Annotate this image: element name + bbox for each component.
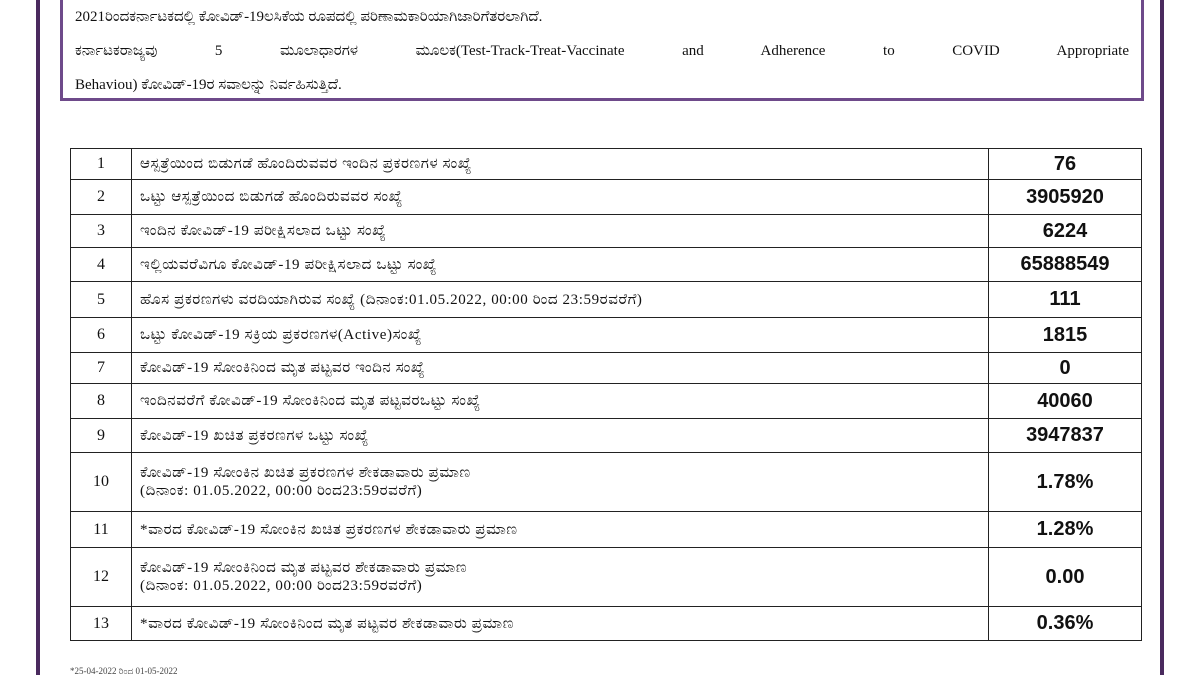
row-number: 5 — [71, 282, 132, 318]
footnote: *25-04-2022 ರಿಂದ 01-05-2022 — [70, 666, 178, 676]
row-description — [132, 149, 989, 180]
row-number: 8 — [71, 384, 132, 419]
table-row — [71, 384, 1142, 419]
row-description — [132, 512, 989, 548]
row-value: 6224 — [989, 215, 1142, 248]
row-description-date: (ದಿನಾಂಕ: 01.05.2022, 00:00 ರಿಂದ23:59ರವರೆಗೆ) — [140, 578, 423, 594]
row-number: 9 — [71, 419, 132, 453]
table-row — [71, 149, 1142, 180]
row-description-text: ಒಟ್ಟು ಆಸ್ಪತ್ರೆಯಿಂದ ಬಿಡುಗಡೆ ಹೊಂದಿರುವವರ ಸಂಖ್ಯೆ — [140, 189, 403, 205]
row-value: 0.00 — [989, 548, 1142, 607]
row-description-text: ಕೋವಿಡ್-19 ಸೋಂಕಿನಿಂದ ಮೃತ ಪಟ್ಟವರ ಇಂದಿನ ಸಂಖ್ಯೆ — [140, 360, 426, 376]
row-description — [132, 180, 989, 215]
row-value: 65888549 — [989, 248, 1142, 282]
row-number: 10 — [71, 453, 132, 512]
row-description-text: ಆಸ್ಪತ್ರೆಯಿಂದ ಬಿಡುಗಡೆ ಹೊಂದಿರುವವರ ಇಂದಿನ ಪ್ರಕರಣಗಳ ಸಂಖ್ಯೆ — [140, 156, 472, 172]
row-value: 1815 — [989, 318, 1142, 353]
row-number: 7 — [71, 353, 132, 384]
page-frame-right — [1160, 0, 1164, 675]
page-frame-left — [36, 0, 40, 675]
row-number: 2 — [71, 180, 132, 215]
row-description-text: ಕೋವಿಡ್-19 ಸೋಂಕಿನಿಂದ ಮೃತ ಪಟ್ಟವರ ಶೇಕಡಾವಾರು ಪ್ರಮಾಣ — [140, 560, 468, 576]
row-description — [132, 453, 989, 512]
row-value: 40060 — [989, 384, 1142, 419]
table-row — [71, 548, 1142, 607]
row-number: 1 — [71, 149, 132, 180]
row-value: 1.28% — [989, 512, 1142, 548]
row-description-text: ಹೊಸ ಪ್ರಕರಣಗಳು ವರದಿಯಾಗಿರುವ ಸಂಖ್ಯೆ (ದಿನಾಂಕ:01.05.2022, 00:00 ರಿಂದ 23:59ರವರೆಗೆ) — [140, 291, 643, 308]
row-description-text: *ವಾರದ ಕೋವಿಡ್-19 ಸೋಂಕಿನಿಂದ ಮೃತ ಪಟ್ಟವರ ಶೇಕಡಾವಾರು ಪ್ರಮಾಣ — [140, 615, 514, 632]
table-row — [71, 318, 1142, 353]
row-number: 4 — [71, 248, 132, 282]
notice-line: ಕರ್ನಾಟಕರಾಜ್ಯವು 5 ಮೂಲಾಧಾರಗಳ ಮೂಲಕ(Test-Track-Treat-Vaccinate and Adherence to COVID Appropriate — [75, 43, 1129, 59]
row-value: 1.78% — [989, 453, 1142, 512]
notice-box — [60, 0, 1144, 101]
table-row — [71, 607, 1142, 641]
row-value: 111 — [989, 282, 1142, 318]
notice-line: Behaviou) ಕೋವಿಡ್-19ರ ಸವಾಲನ್ನು ನಿರ್ವಹಿಸುತ್ತಿದೆ. — [75, 77, 342, 93]
table-row — [71, 419, 1142, 453]
row-description-text: ಕೋವಿಡ್-19 ಸೋಂಕಿನ ಖಚಿತ ಪ್ರಕರಣಗಳ ಶೇಕಡಾವಾರು ಪ್ರಮಾಣ — [140, 465, 471, 481]
row-number: 6 — [71, 318, 132, 353]
row-number: 3 — [71, 215, 132, 248]
notice-line: 2021ರಿಂದಕರ್ನಾಟಕದಲ್ಲಿ ಕೋವಿಡ್-19ಲಸಿಕೆಯ ರೂಪದಲ್ಲಿ ಪರಿಣಾಮಕಾರಿಯಾಗಿಜಾರಿಗೆತರಲಾಗಿದೆ. — [75, 9, 543, 25]
table-row — [71, 512, 1142, 548]
covid-stats-table — [70, 148, 1142, 641]
row-description — [132, 548, 989, 607]
row-description — [132, 419, 989, 453]
table-row — [71, 353, 1142, 384]
row-description-text: ಒಟ್ಟು ಕೋವಿಡ್-19 ಸಕ್ರಿಯ ಪ್ರಕರಣಗಳ(Active)ಸಂಖ್ಯೆ — [140, 327, 423, 343]
row-description-text: ಇಂದಿನವರೆಗೆ ಕೋವಿಡ್-19 ಸೋಂಕಿನಿಂದ ಮೃತ ಪಟ್ಟವರಒಟ್ಟು ಸಂಖ್ಯೆ — [140, 393, 481, 409]
row-description-text: ಕೋವಿಡ್-19 ಖಚಿತ ಪ್ರಕರಣಗಳ ಒಟ್ಟು ಸಂಖ್ಯೆ — [140, 427, 369, 444]
row-description-text: *ವಾರದ ಕೋವಿಡ್-19 ಸೋಂಕಿನ ಖಚಿತ ಪ್ರಕರಣಗಳ ಶೇಕಡಾವಾರು ಪ್ರಮಾಣ — [140, 521, 518, 538]
row-description-text: ಇಲ್ಲಿಯವರೆವಿಗೂ ಕೋವಿಡ್-19 ಪರೀಕ್ಷಿಸಲಾದ ಒಟ್ಟು ಸಂಖ್ಯೆ — [140, 256, 438, 273]
row-description — [132, 248, 989, 282]
row-description — [132, 215, 989, 248]
table-row — [71, 248, 1142, 282]
row-description — [132, 384, 989, 419]
table-row — [71, 215, 1142, 248]
row-value: 3947837 — [989, 419, 1142, 453]
row-number: 13 — [71, 607, 132, 641]
row-description — [132, 318, 989, 353]
table-row — [71, 180, 1142, 215]
table-row — [71, 282, 1142, 318]
row-value: 0.36% — [989, 607, 1142, 641]
row-description — [132, 282, 989, 318]
row-number: 11 — [71, 512, 132, 548]
table-row — [71, 453, 1142, 512]
row-description — [132, 607, 989, 641]
row-description — [132, 353, 989, 384]
row-number: 12 — [71, 548, 132, 607]
row-value: 0 — [989, 353, 1142, 384]
row-value: 3905920 — [989, 180, 1142, 215]
row-description-date: (ದಿನಾಂಕ: 01.05.2022, 00:00 ರಿಂದ23:59ರವರೆಗೆ) — [140, 483, 423, 499]
row-description-text: ಇಂದಿನ ಕೋವಿಡ್-19 ಪರೀಕ್ಷಿಸಲಾದ ಒಟ್ಟು ಸಂಖ್ಯೆ — [140, 223, 387, 239]
row-value: 76 — [989, 149, 1142, 180]
